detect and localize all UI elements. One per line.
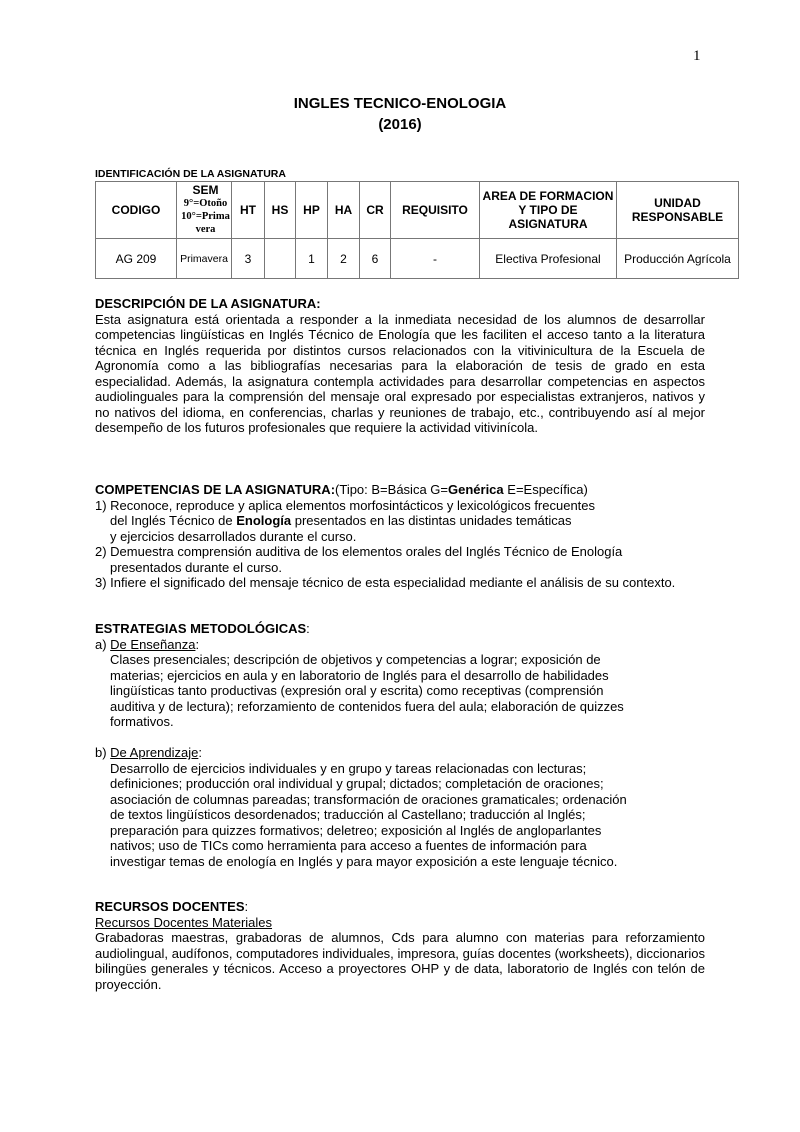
competencias-heading: COMPETENCIAS DE LA ASIGNATURA: <box>95 482 336 497</box>
estrategias-b-body <box>95 761 705 870</box>
header-requisito: REQUISITO <box>391 182 480 239</box>
competencias-tipo-post: E=Específica) <box>503 482 588 497</box>
estrategias-a-prefix: a) <box>95 636 111 652</box>
estrategias-heading: ESTRATEGIAS METODOLÓGICAS <box>95 621 307 636</box>
recursos-heading: RECURSOS DOCENTES <box>95 899 245 914</box>
recursos-heading-line <box>95 899 705 915</box>
competencia-3: 3) Infiere el significado del mensaje técnico de esta especialidad mediante el análisis de su contexto. <box>95 575 676 590</box>
estrategias-colon: : <box>306 621 310 636</box>
competencia-1-line1: 1) Reconoce, reproduce y aplica elementos morfosintácticos y lexicológicos frecuentes <box>95 497 596 513</box>
descripcion-body: Esta asignatura está orientada a responder a la inmediata necesidad de los alumnos de desarrollar competencias lingüísticas en Inglés Técnico de Enología que les faciliten el acceso tanto a la literatura técnica en Inglés requerida por distintos cursos relacionados con la vitivinicultura de la Escuela de Agronomía como a las bibliografías necesarias para la elaboración de tesis de grado en esta especialidad. Además, la asignatura contempla actividades para desarrollar competencias en aspectos audiolinguales para la comprensión del mensaje oral expresado por especialistas extranjeros, nativos y no nativos del idioma, en conferencias, charlas y reuniones de trabajo, etc., contribuyendo así al mejor desempeño de los futuros profesionales que requiere la actividad vitivinícola. <box>95 311 705 435</box>
header-codigo: CODIGO <box>96 182 177 239</box>
estrategias-heading-line <box>95 621 705 637</box>
competencias-section <box>95 482 705 591</box>
competencias-tipo-bold: Genérica <box>448 482 504 497</box>
header-hp: HP <box>296 182 328 239</box>
header-sem-note2: 10°=Prima <box>181 211 230 222</box>
competencia-2-line1: 2) Demuestra comprensión auditiva de los elementos orales del Inglés Técnico de Enología <box>95 544 623 559</box>
estrategias-a-line: lingüísticas tanto productivas (expresión oral y escrita) como receptivas (comprensión <box>110 683 604 698</box>
header-ha: HA <box>328 182 360 239</box>
recursos-section <box>95 899 705 992</box>
header-hs: HS <box>265 182 296 239</box>
estrategias-b-line: Desarrollo de ejercicios individuales y en grupo y tareas relacionadas con lecturas; <box>110 760 587 776</box>
estrategias-b-label: De Aprendizaje <box>110 745 199 760</box>
cell-unidad: Producción Agrícola <box>617 239 739 279</box>
estrategias-a-label-line: a) De Enseñanza: <box>95 636 200 652</box>
descripcion-heading: DESCRIPCIÓN DE LA ASIGNATURA: <box>95 296 321 311</box>
cell-cr: 6 <box>360 239 391 279</box>
header-sem-label: SEM <box>192 183 219 197</box>
estrategias-b-line: preparación para quizzes formativos; deletreo; exposición al Inglés de angloparlantes <box>110 822 602 838</box>
cell-sem: Primavera <box>177 239 232 279</box>
table-row <box>96 239 739 279</box>
cell-requisito: - <box>391 239 480 279</box>
header-area: AREA DE FORMACION Y TIPO DE ASIGNATURA <box>480 182 617 239</box>
page-number: 1 <box>693 48 701 64</box>
cell-codigo: AG 209 <box>96 239 177 279</box>
table-header-row <box>96 182 739 239</box>
recursos-subheading: Recursos Docentes Materiales <box>95 914 273 930</box>
header-unidad: UNIDAD RESPONSABLE <box>617 182 739 239</box>
estrategias-section <box>95 621 705 869</box>
competencia-2-line2: presentados durante el curso. <box>110 559 282 575</box>
cell-ht: 3 <box>232 239 265 279</box>
document-title: INGLES TECNICO-ENOLOGIA <box>293 95 507 112</box>
estrategias-a-line: formativos. <box>110 714 174 729</box>
estrategias-a-line: materias; ejercicios en aula y en laboratorio de Inglés para el desarrollo de habilidades <box>110 667 609 683</box>
cell-hs <box>265 239 296 279</box>
header-sem-note3: vera <box>195 224 216 235</box>
recursos-body: Grabadoras maestras, grabadoras de alumnos, Cds para alumno con materias para reforzamiento audiolingual, audífonos, computadores individuales, impresora, guías docentes (worksheets), diccionarios bilingües generales y técnicos. Acceso a proyectores OHP y de data, laboratorio de Inglés con telón de proyección. <box>95 930 705 992</box>
estrategias-b-prefix: b) <box>95 745 111 760</box>
cell-hp: 1 <box>296 239 328 279</box>
estrategias-b-line: definiciones; producción oral individual y grupal; dictados; completación de oraciones; <box>110 776 604 791</box>
cell-area: Electiva Profesional <box>480 239 617 279</box>
competencia-1-line3: y ejercicios desarrollados durante el curso. <box>110 528 357 544</box>
descripcion-section <box>95 296 705 436</box>
cell-ha: 2 <box>328 239 360 279</box>
estrategias-a-line: auditiva y de lectura); reforzamiento de contenidos fuera del aula; elaboración de quizzes <box>110 698 624 714</box>
header-sem-note1: 9°=Otoño <box>183 198 228 209</box>
estrategias-b-line: investigar temas de enología en Inglés y para mayor exposición a este lenguaje técnico. <box>110 853 618 869</box>
header-ht: HT <box>232 182 265 239</box>
document-year: (2016) <box>378 116 422 133</box>
competencias-tipo-pre: (Tipo: B=Básica G= <box>335 482 448 497</box>
competencia-1-post: presentados en las distintas unidades temáticas <box>291 513 572 528</box>
estrategias-a-line: Clases presenciales; descripción de objetivos y competencias a lograr; exposición de <box>110 652 601 667</box>
competencia-1-line2 <box>95 513 705 529</box>
estrategias-b-label-line: b) De Aprendizaje: <box>95 745 202 760</box>
estrategias-a-body <box>95 652 705 730</box>
competencia-1-pre: del Inglés Técnico de <box>110 513 237 528</box>
estrategias-b-line: nativos; uso de TICs como herramienta para acceso a fuentes de información para <box>110 838 587 853</box>
identification-table <box>95 181 739 279</box>
estrategias-a-label: De Enseñanza <box>110 636 196 652</box>
estrategias-b-line: de textos lingüísticos desordenados; traducción al Castellano; traducción al Inglés; <box>110 807 586 822</box>
header-cr: CR <box>360 182 391 239</box>
competencias-heading-line <box>95 482 705 498</box>
header-sem <box>177 182 232 239</box>
estrategias-b-line: asociación de columnas pareadas; transformación de oraciones gramaticales; ordenación <box>110 791 627 807</box>
recursos-colon: : <box>244 899 249 914</box>
competencia-1-bold: Enología <box>236 513 292 528</box>
identification-label: IDENTIFICACIÓN DE LA ASIGNATURA <box>95 168 286 180</box>
